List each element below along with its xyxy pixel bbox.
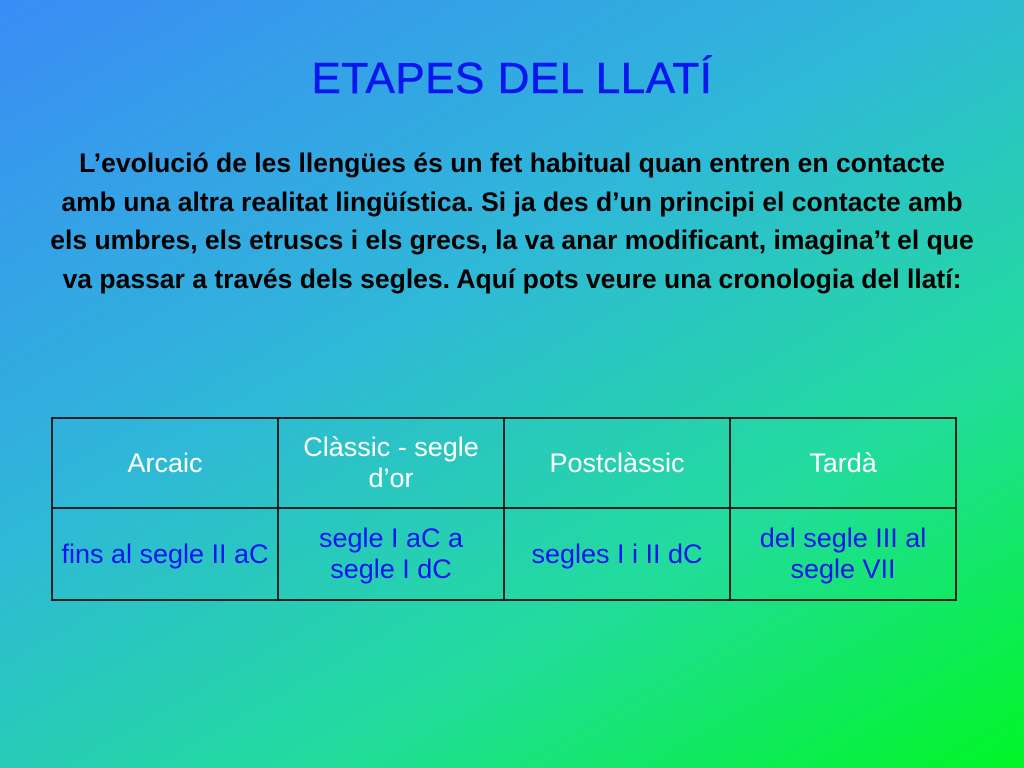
- header-cell-arcaic: Arcaic: [52, 418, 278, 508]
- period-cell-arcaic: fins al segle II aC: [52, 508, 278, 600]
- period-cell-tarda: del segle III al segle VII: [730, 508, 956, 600]
- chronology-table: [51, 417, 957, 601]
- slide-title: ETAPES DEL LLATÍ: [311, 54, 713, 103]
- period-cell-postclassic: segles I i II dC: [504, 508, 730, 600]
- intro-paragraph: L’evolució de les llengües és un fet habitual quan entren en contacte amb una altra realitat lingüística. Si ja des d’un principi el contacte amb els umbres, els etruscs i els grecs, la va anar modificant, imagina’t el que va passar a través dels segles. Aquí pots veure una cronologia del llatí:: [50, 148, 974, 294]
- table-header-row: [52, 418, 956, 508]
- period-cell-classic: segle I aC a segle I dC: [278, 508, 504, 600]
- table-row: [52, 508, 956, 600]
- header-cell-tarda: Tardà: [730, 418, 956, 508]
- header-cell-classic: Clàssic - segle d’or: [278, 418, 504, 508]
- header-cell-postclassic: Postclàssic: [504, 418, 730, 508]
